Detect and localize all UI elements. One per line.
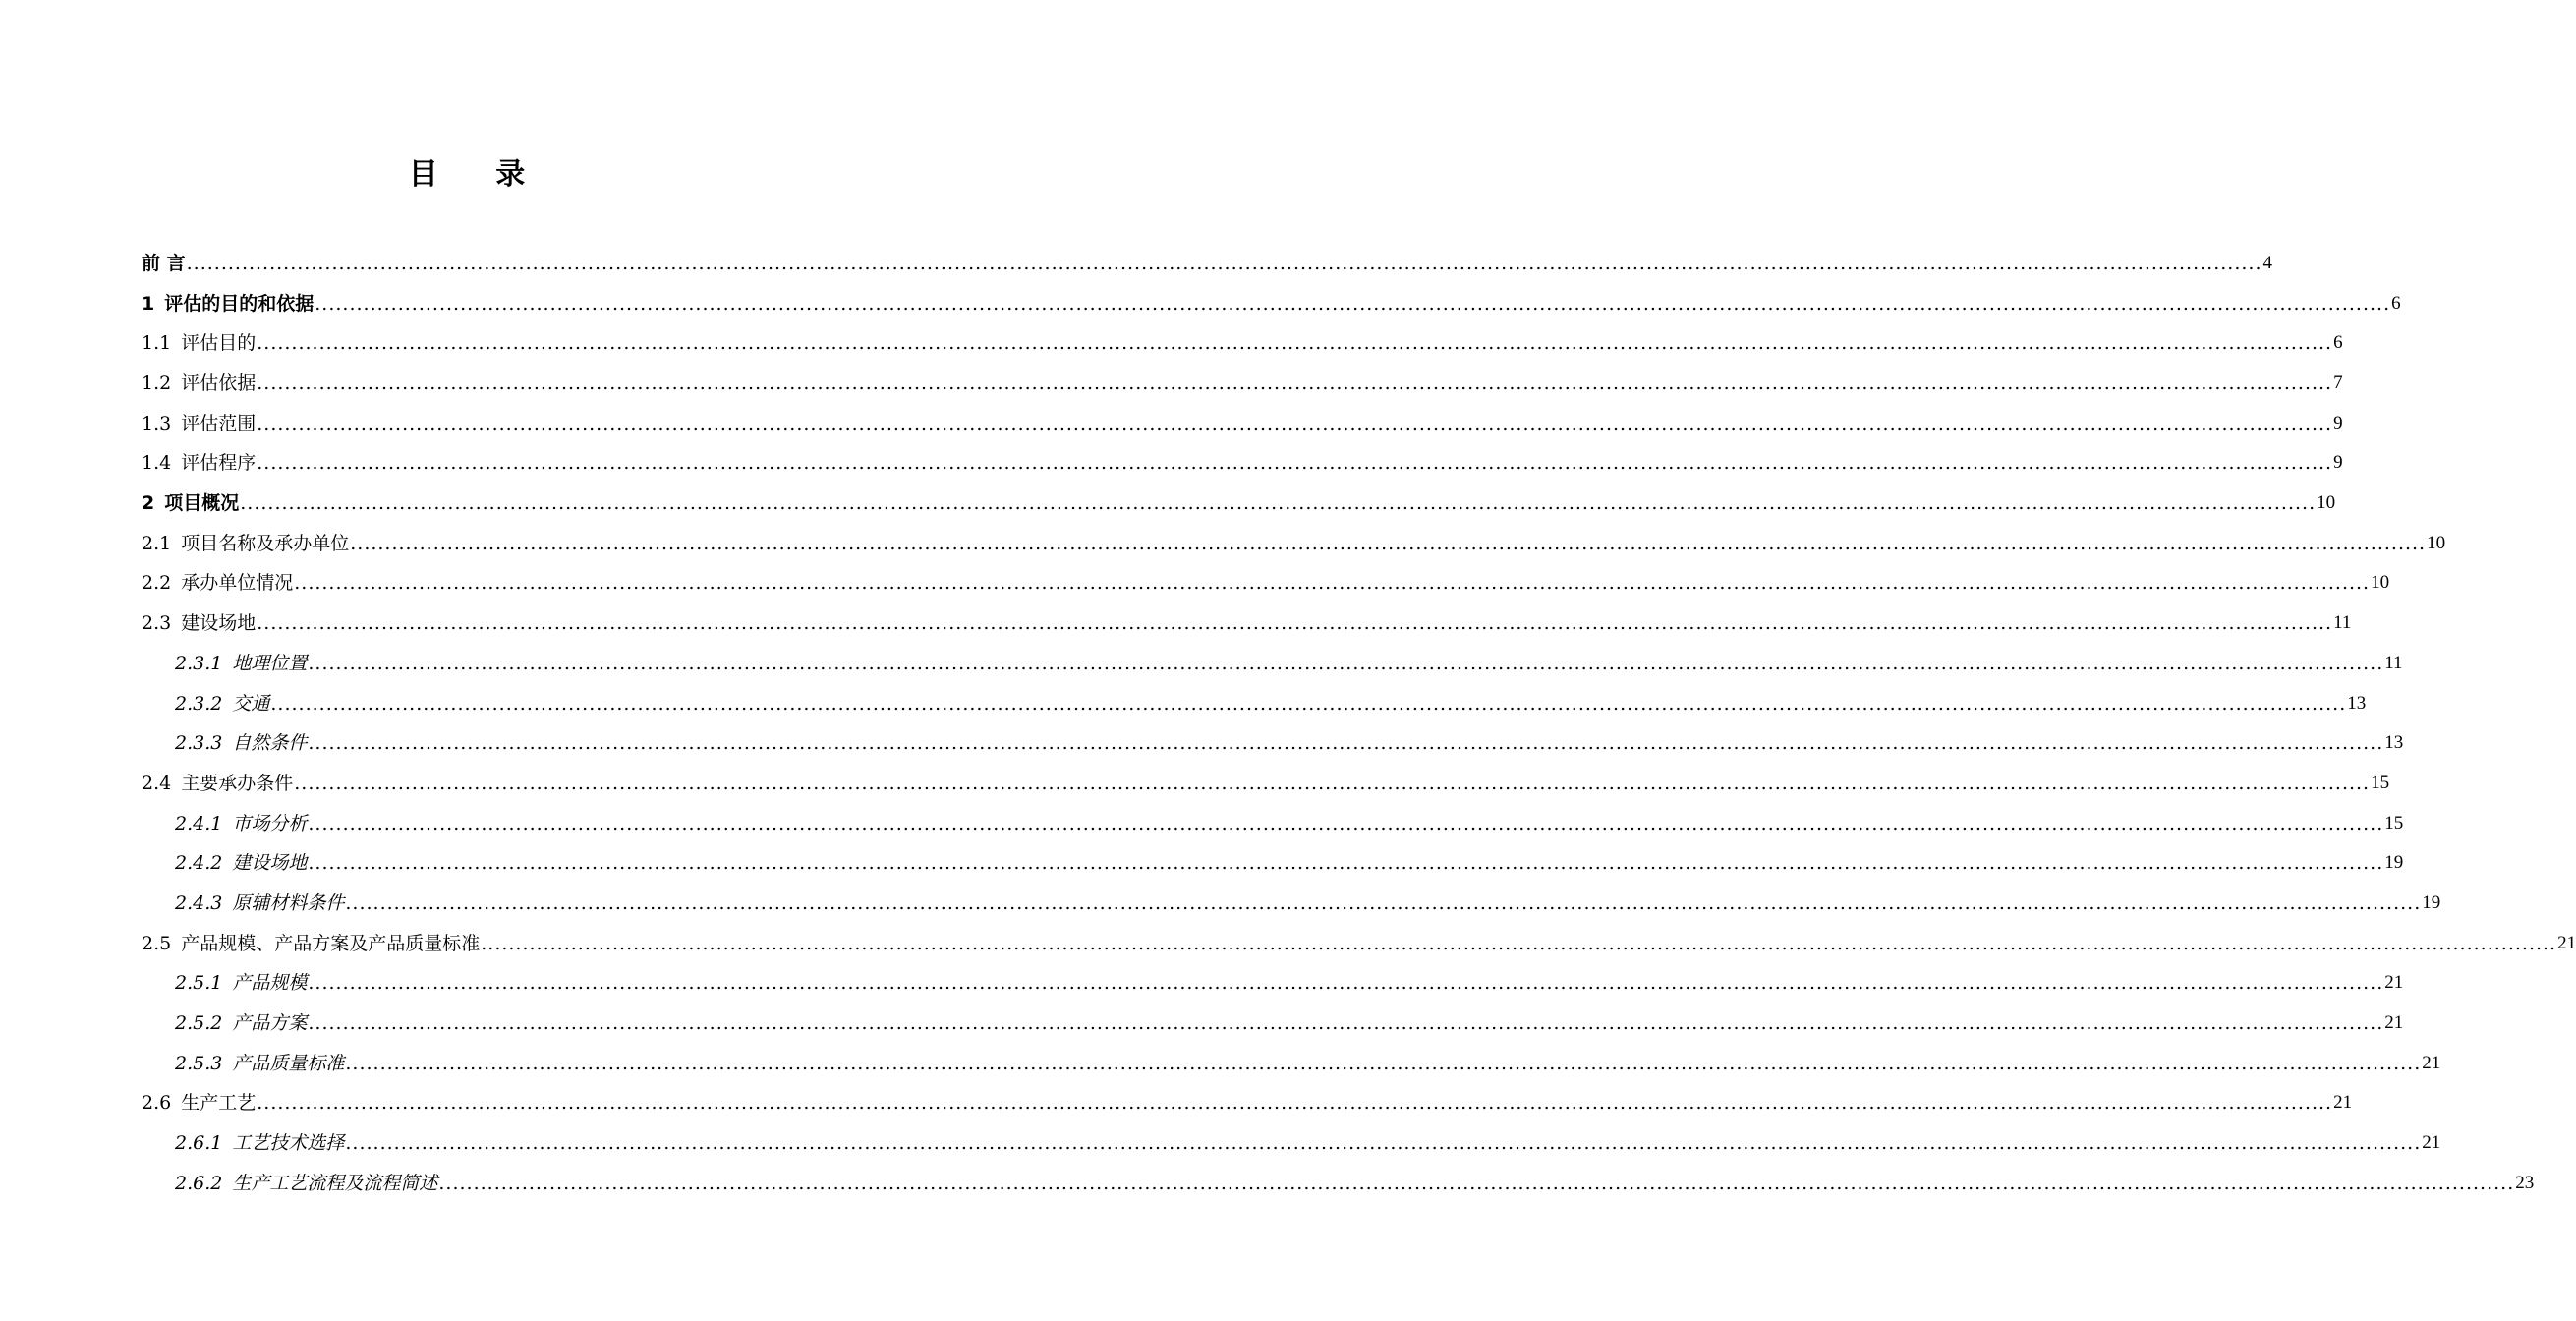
- toc-entry[interactable]: [142, 443, 2343, 484]
- dot-leader: ............................................................................................................................................................................................................................................................................................................: [257, 332, 2333, 355]
- toc-entry-title: 项目名称及承办单位: [181, 532, 350, 554]
- dot-leader: ............................................................................................................................................................................................................................................................................................................: [270, 692, 2347, 715]
- toc-entry-title: 主要承办条件: [181, 772, 294, 794]
- toc-entry-page-number: 21: [2422, 1052, 2441, 1073]
- toc-entry-label: [142, 524, 349, 564]
- toc-entry-number: 2.4: [142, 772, 172, 794]
- toc-entry-page-number: 21: [2384, 1012, 2404, 1034]
- toc-entry[interactable]: [142, 1004, 2404, 1044]
- dot-leader: ............................................................................................................................................................................................................................................................................................................: [345, 891, 2422, 914]
- toc-entry-label: [142, 364, 256, 404]
- dot-leader: ............................................................................................................................................................................................................................................................................................................: [308, 972, 2384, 995]
- toc-entry-title: 交通: [232, 692, 270, 715]
- dot-leader: ............................................................................................................................................................................................................................................................................................................: [345, 1052, 2422, 1074]
- toc-entry-page-number: 10: [2317, 492, 2336, 514]
- toc-entry-number: 2.1: [142, 532, 172, 554]
- dot-leader: ............................................................................................................................................................................................................................................................................................................: [257, 412, 2333, 434]
- toc-entry-page-number: 21: [2384, 972, 2404, 994]
- toc-entry-page-number: 13: [2384, 732, 2404, 754]
- toc-entry[interactable]: [142, 1123, 2441, 1164]
- toc-entry-number: 2.4.3: [175, 891, 223, 914]
- toc-entry-number: 2.6: [142, 1092, 172, 1115]
- toc-entry-page-number: 4: [2262, 252, 2272, 273]
- toc-entry-title: 产品规模: [232, 972, 308, 995]
- toc-entry-label: [175, 684, 269, 724]
- toc-entry-title: 生产工艺流程及流程简述: [232, 1172, 438, 1194]
- toc-entry-page-number: 11: [2384, 652, 2403, 673]
- toc-entry-label: [142, 603, 256, 644]
- toc-entry-label: [142, 924, 480, 964]
- toc-entry-number: 1.2: [142, 373, 172, 395]
- toc-entry-label: [175, 1164, 437, 1204]
- toc-entry-number: 2.5.3: [175, 1052, 223, 1074]
- toc-entry-number: 2.4.2: [175, 852, 223, 875]
- toc-entry-page-number: 10: [2427, 532, 2446, 553]
- toc-entry[interactable]: [142, 1083, 2353, 1123]
- toc-entry-title: 工艺技术选择: [232, 1132, 345, 1155]
- toc-entry-page-number: 15: [2371, 772, 2390, 793]
- dot-leader: ............................................................................................................................................................................................................................................................................................................: [308, 812, 2384, 834]
- toc-entry-number: 2.3: [142, 612, 172, 635]
- toc-entry[interactable]: [142, 484, 2336, 524]
- toc-entry-label: [175, 843, 307, 884]
- dot-leader: ............................................................................................................................................................................................................................................................................................................: [257, 612, 2333, 635]
- dot-leader: ............................................................................................................................................................................................................................................................................................................: [481, 932, 2557, 954]
- toc-entry-title: 评估目的: [181, 332, 257, 355]
- toc-entry-page-number: 10: [2371, 572, 2390, 594]
- toc-entry[interactable]: [142, 244, 2272, 284]
- toc-entry-number: 2.6.2: [175, 1172, 223, 1194]
- toc-entry-title: 项目概况: [164, 492, 240, 515]
- toc-entry-label: [175, 884, 344, 924]
- toc-entry-title: 产品规模、产品方案及产品质量标准: [181, 932, 481, 954]
- toc-entry-label: [142, 323, 256, 364]
- toc-entry[interactable]: [142, 284, 2401, 324]
- toc-entry-page-number: 21: [2333, 1092, 2353, 1114]
- toc-entry-label: [175, 723, 307, 764]
- dot-leader: ............................................................................................................................................................................................................................................................................................................: [257, 373, 2333, 395]
- toc-entry-label: [175, 1123, 344, 1164]
- toc-entry-label: [175, 644, 307, 684]
- toc-entry[interactable]: [142, 963, 2404, 1004]
- toc-entry-title: 承办单位情况: [181, 572, 294, 595]
- toc-entry-label: [175, 1004, 307, 1044]
- dot-leader: ............................................................................................................................................................................................................................................................................................................: [186, 252, 2262, 274]
- toc-entry-number: 2.3.1: [175, 652, 223, 674]
- toc-entry-label: [142, 284, 314, 324]
- toc-entry-number: 2.3.3: [175, 732, 223, 755]
- toc-entry[interactable]: [142, 723, 2404, 764]
- toc-entry-number: 2.2: [142, 572, 172, 595]
- toc-entry[interactable]: [142, 404, 2343, 444]
- toc-entry-label: [142, 563, 293, 603]
- toc-entry-number: 1.4: [142, 452, 172, 475]
- toc-entry-page-number: 11: [2333, 612, 2352, 634]
- toc-entry-label: [142, 1083, 256, 1123]
- toc-entry[interactable]: [142, 524, 2446, 564]
- dot-leader: ............................................................................................................................................................................................................................................................................................................: [294, 772, 2371, 794]
- toc-entry[interactable]: [142, 804, 2404, 844]
- toc-entry-page-number: 19: [2422, 891, 2441, 913]
- toc-entry-number: 1.3: [142, 412, 172, 434]
- toc-entry-title: 地理位置: [232, 652, 308, 674]
- dot-leader: ............................................................................................................................................................................................................................................................................................................: [240, 492, 2317, 515]
- toc-entry-title: 生产工艺: [181, 1092, 257, 1115]
- dot-leader: ............................................................................................................................................................................................................................................................................................................: [345, 1132, 2422, 1155]
- toc-entry-title: 前 言: [142, 252, 186, 274]
- toc-entry-title: 评估依据: [181, 373, 257, 395]
- toc-entry-title: 产品质量标准: [232, 1052, 345, 1074]
- toc-entry-title: 产品方案: [232, 1012, 308, 1035]
- toc-entry[interactable]: [142, 1044, 2441, 1084]
- toc-entry[interactable]: [142, 564, 2390, 604]
- toc-entry-title: 评估范围: [181, 412, 257, 434]
- toc-entry[interactable]: [142, 884, 2441, 924]
- toc-entry-page-number: 21: [2422, 1132, 2441, 1154]
- dot-leader: ............................................................................................................................................................................................................................................................................................................: [294, 572, 2371, 595]
- toc-entry-number: 1.1: [142, 332, 172, 355]
- toc-entry-page-number: 19: [2384, 852, 2404, 874]
- toc-entry[interactable]: [142, 764, 2390, 804]
- dot-leader: ............................................................................................................................................................................................................................................................................................................: [308, 1012, 2384, 1035]
- toc-entry-title: 评估程序: [181, 452, 257, 475]
- toc-entry-number: 2: [142, 492, 155, 515]
- toc-entry-label: [142, 404, 256, 444]
- dot-leader: ............................................................................................................................................................................................................................................................................................................: [257, 1092, 2333, 1115]
- toc-entry-page-number: 23: [2515, 1172, 2535, 1193]
- toc-entry-number: 1: [142, 292, 155, 315]
- toc-entry-number: 2.4.1: [175, 812, 223, 834]
- toc-entry-page-number: 9: [2333, 412, 2343, 433]
- toc-entry-label: [175, 804, 307, 844]
- toc-entry[interactable]: [142, 323, 2343, 364]
- toc-entry-label: [142, 244, 186, 284]
- toc-entry-page-number: 15: [2384, 812, 2404, 833]
- page-title: 目 录: [408, 157, 549, 192]
- dot-leader: ............................................................................................................................................................................................................................................................................................................: [308, 852, 2384, 875]
- toc-entry-label: [142, 764, 293, 804]
- toc-entry-label: [175, 1044, 344, 1084]
- toc-entry-title: 原辅材料条件: [232, 891, 345, 914]
- toc-entry[interactable]: [142, 644, 2403, 684]
- toc-entry-label: [175, 963, 307, 1004]
- toc-entry-number: 2.5.2: [175, 1012, 223, 1035]
- toc-entry-label: [142, 484, 239, 524]
- toc-entry[interactable]: [142, 924, 2576, 964]
- toc-entry-number: 2.3.2: [175, 692, 223, 715]
- toc-entry-page-number: 6: [2333, 332, 2343, 354]
- dot-leader: ............................................................................................................................................................................................................................................................................................................: [315, 292, 2391, 315]
- toc-entry[interactable]: [142, 1164, 2535, 1204]
- dot-leader: ............................................................................................................................................................................................................................................................................................................: [308, 652, 2384, 674]
- toc-entry-page-number: 21: [2557, 932, 2576, 953]
- toc-entry-title: 建设场地: [181, 612, 257, 635]
- toc-entry-page-number: 13: [2347, 692, 2367, 714]
- dot-leader: ............................................................................................................................................................................................................................................................................................................: [350, 532, 2427, 554]
- toc-entry-page-number: 6: [2391, 292, 2401, 314]
- toc-entry-number: 2.5: [142, 932, 172, 954]
- toc-entry-number: 2.6.1: [175, 1132, 223, 1155]
- toc-entry-title: 建设场地: [232, 852, 308, 875]
- dot-leader: ............................................................................................................................................................................................................................................................................................................: [438, 1172, 2515, 1194]
- dot-leader: ............................................................................................................................................................................................................................................................................................................: [308, 732, 2384, 755]
- toc-entry-number: 2.5.1: [175, 972, 223, 995]
- toc-entry-page-number: 7: [2333, 373, 2343, 394]
- toc-entry-title: 评估的目的和依据: [164, 292, 315, 315]
- toc-entry[interactable]: [142, 364, 2343, 404]
- toc-entry[interactable]: [142, 843, 2404, 884]
- toc-entry-title: 市场分析: [232, 812, 308, 834]
- toc-entry[interactable]: [142, 684, 2367, 724]
- toc-entry-page-number: 9: [2333, 452, 2343, 474]
- toc-entry-label: [142, 443, 256, 484]
- table-of-contents: [142, 244, 2576, 1204]
- toc-entry[interactable]: [142, 603, 2352, 644]
- toc-entry-title: 自然条件: [232, 732, 308, 755]
- dot-leader: ............................................................................................................................................................................................................................................................................................................: [257, 452, 2333, 475]
